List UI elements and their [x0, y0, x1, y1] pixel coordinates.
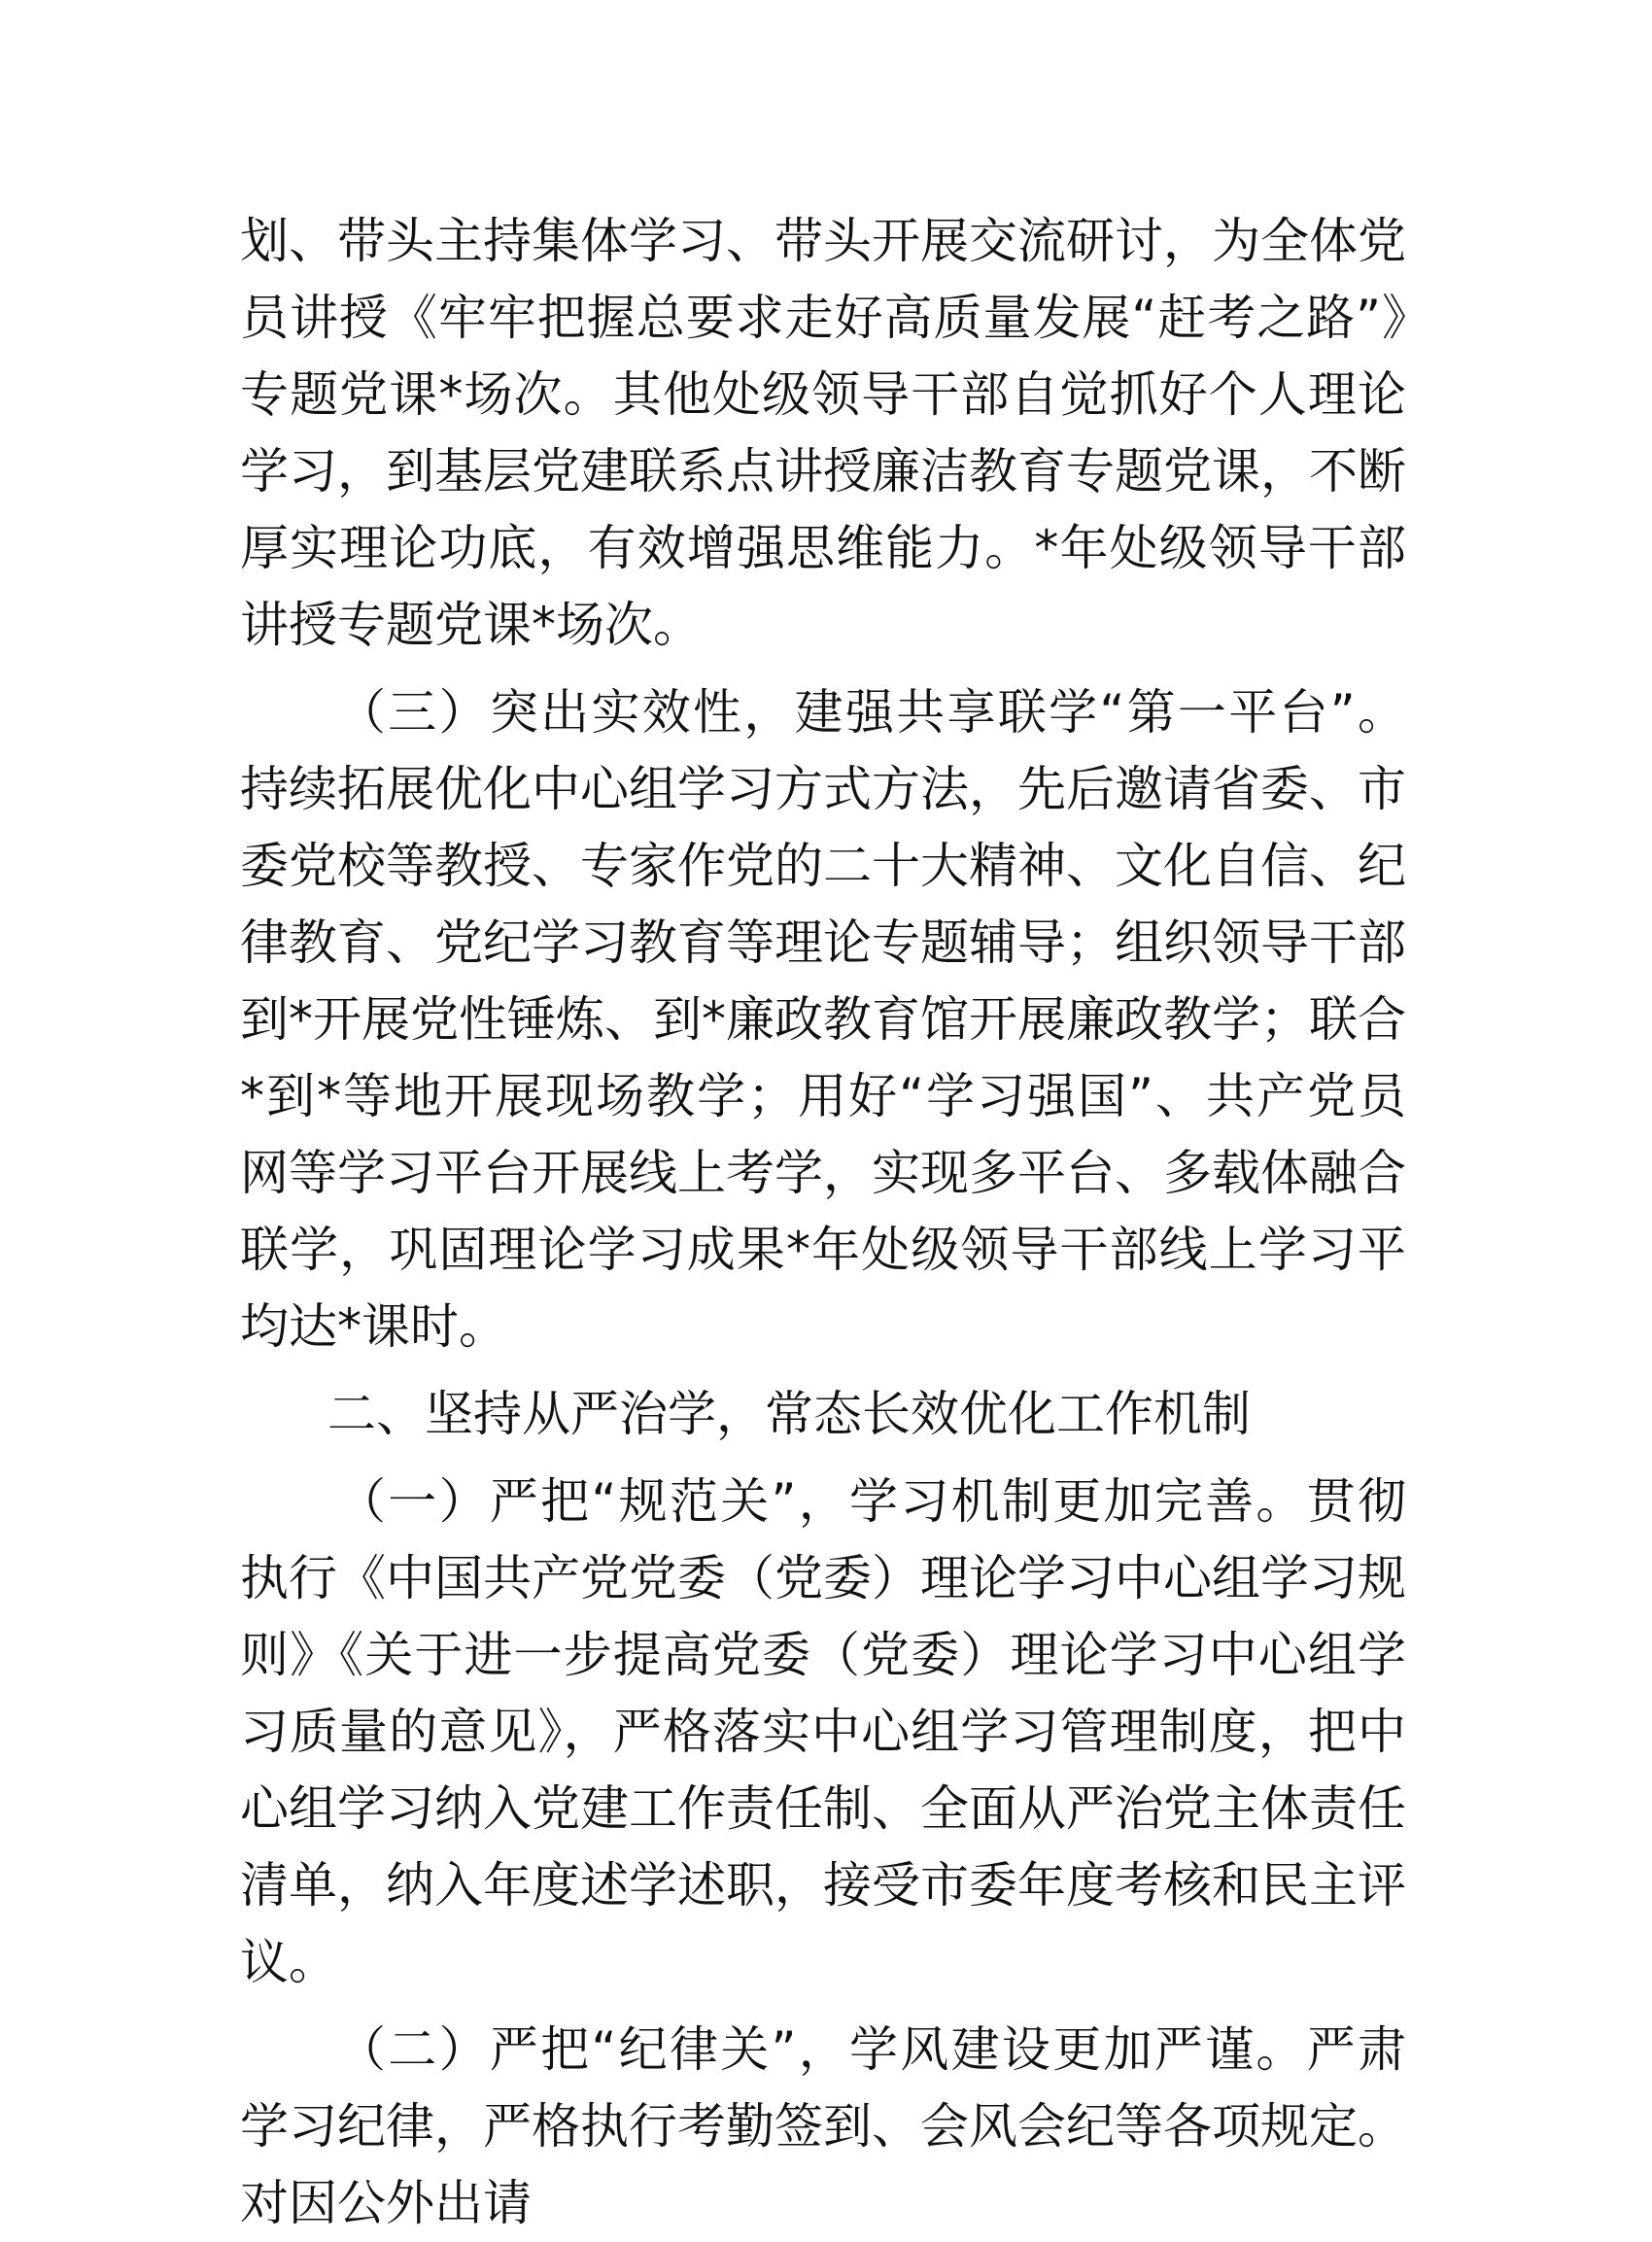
section-heading-two: 二、坚持从严治学，常态长效优化工作机制	[327, 1386, 1251, 1442]
paragraph-subsection-two: （二）严把“纪律关”，学风建设更加严谨。严肃学习纪律，严格执行考勤签到、会风会纪等各项规定。对因公外出请	[240, 2021, 1406, 2231]
paragraph-subsection-one: （一）严把“规范关”，学习机制更加完善。贯彻执行《中国共产党党委（党委）理论学习中心组学习规则》《关于进一步提高党委（党委）理论学习中心组学习质量的意见》，严格落实中心组学习管理制度，把中心组学习纳入党建工作责任制、全面从严治党主体责任清单，纳入年度述学述职，接受市委年度考核和民主评议。	[240, 1473, 1406, 1990]
document-body	[240, 203, 1406, 2242]
paragraph-continuation: 划、带头主持集体学习、带头开展交流研讨，为全体党员讲授《牢牢把握总要求走好高质量发展“赶考之路”》专题党课*场次。其他处级领导干部自觉抓好个人理论学习，到基层党建联系点讲授廉洁教育专题党课，不断厚实理论功底，有效增强思维能力。*年处级领导干部讲授专题党课*场次。	[240, 213, 1406, 653]
paragraph-section-three: （三）突出实效性，建强共享联学“第一平台”。持续拓展优化中心组学习方式方法，先后邀请省委、市委党校等教授、专家作党的二十大精神、文化自信、纪律教育、党纪学习教育等理论专题辅导；组织领导干部到*开展党性锤炼、到*廉政教育馆开展廉政教学；联合*到*等地开展现场教学；用好“学习强国”、共产党员网等学习平台开展线上考学，实现多平台、多载体融合联学，巩固理论学习成果*年处级领导干部线上学习平均达*课时。	[240, 684, 1406, 1355]
